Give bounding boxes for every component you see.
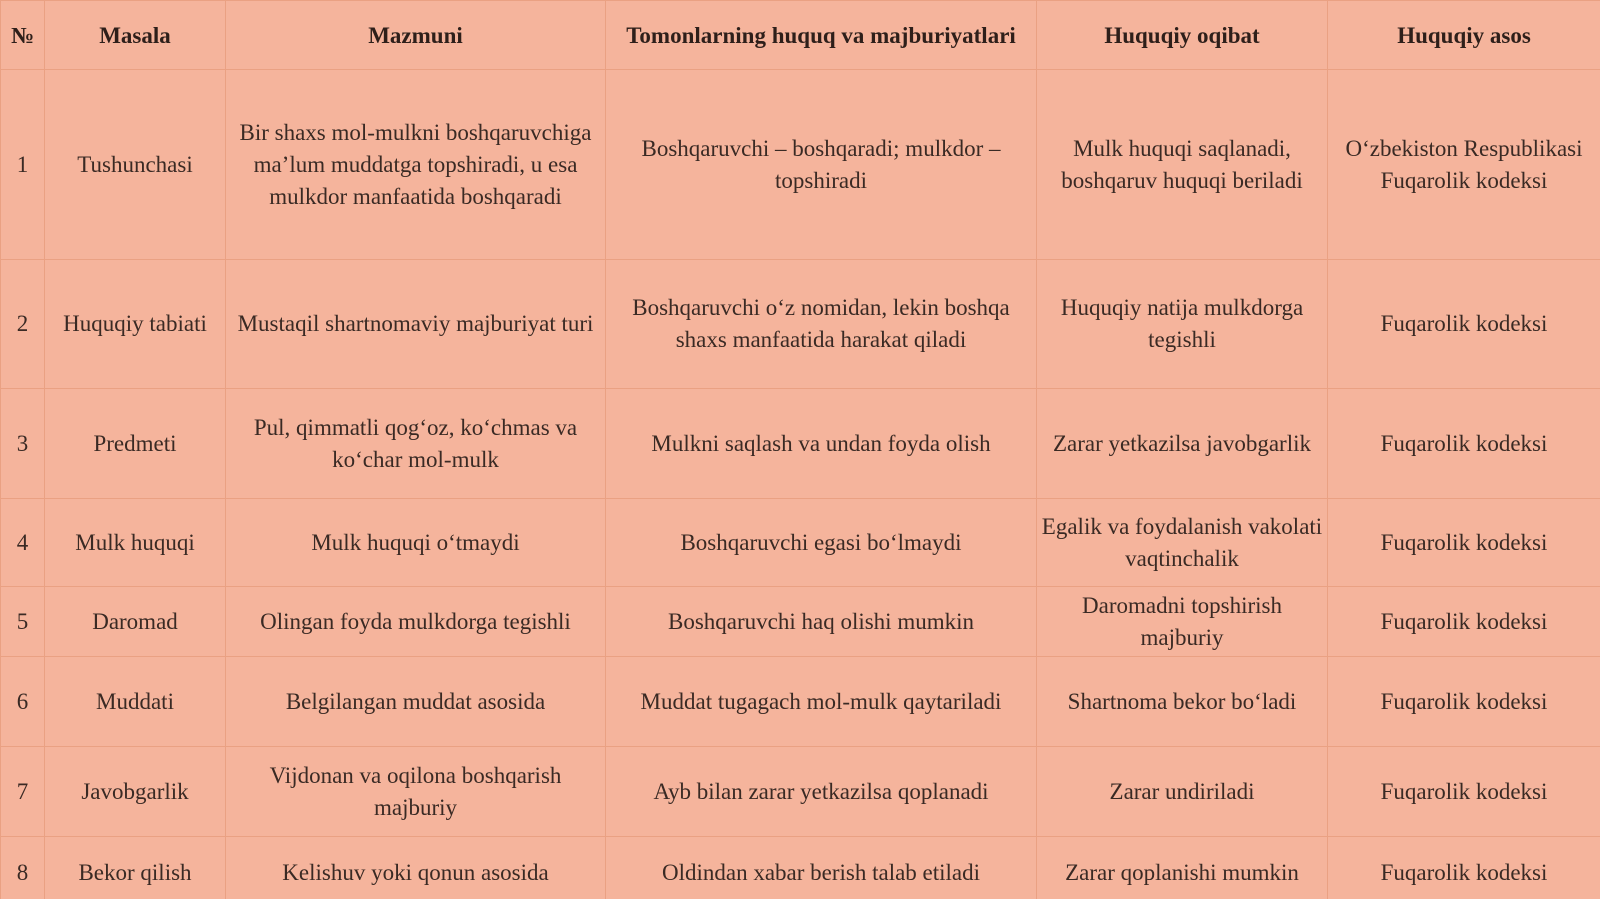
cell-mazmuni: Mulk huquqi o‘tmaydi xyxy=(226,499,606,587)
cell-masala: Tushunchasi xyxy=(45,70,226,260)
header-num: № xyxy=(1,1,45,70)
cell-num: 4 xyxy=(1,499,45,587)
cell-num: 2 xyxy=(1,260,45,389)
table-row xyxy=(1,747,1600,837)
cell-tomonlar: Muddat tugagach mol-mulk qaytariladi xyxy=(606,657,1037,747)
table-row xyxy=(1,499,1600,587)
cell-mazmuni: Bir shaxs mol-mulkni boshqaruvchiga ma’lum muddatga topshiradi, u esa mulkdor manfaatida boshqaradi xyxy=(226,70,606,260)
table-row xyxy=(1,260,1600,389)
cell-masala: Muddati xyxy=(45,657,226,747)
cell-oqibat: Daromadni topshirish majburiy xyxy=(1037,587,1328,657)
cell-asos: Fuqarolik kodeksi xyxy=(1328,657,1600,747)
cell-num: 1 xyxy=(1,70,45,260)
table-row xyxy=(1,837,1600,899)
header-tomonlar: Tomonlarning huquq va majburiyatlari xyxy=(606,1,1037,70)
cell-num: 8 xyxy=(1,837,45,899)
cell-tomonlar: Mulkni saqlash va undan foyda olish xyxy=(606,389,1037,499)
cell-mazmuni: Pul, qimmatli qog‘oz, ko‘chmas va ko‘char mol-mulk xyxy=(226,389,606,499)
cell-tomonlar: Boshqaruvchi – boshqaradi; mulkdor – topshiradi xyxy=(606,70,1037,260)
cell-mazmuni: Vijdonan va oqilona boshqarish majburiy xyxy=(226,747,606,837)
cell-num: 6 xyxy=(1,657,45,747)
cell-tomonlar: Boshqaruvchi o‘z nomidan, lekin boshqa shaxs manfaatida harakat qiladi xyxy=(606,260,1037,389)
table-header xyxy=(1,1,1600,70)
header-oqibat: Huquqiy oqibat xyxy=(1037,1,1328,70)
cell-mazmuni: Belgilangan muddat asosida xyxy=(226,657,606,747)
cell-masala: Mulk huquqi xyxy=(45,499,226,587)
header-masala: Masala xyxy=(45,1,226,70)
header-mazmuni: Mazmuni xyxy=(226,1,606,70)
cell-masala: Predmeti xyxy=(45,389,226,499)
cell-masala: Daromad xyxy=(45,587,226,657)
cell-asos: Fuqarolik kodeksi xyxy=(1328,499,1600,587)
cell-masala: Huquqiy tabiati xyxy=(45,260,226,389)
cell-oqibat: Shartnoma bekor bo‘ladi xyxy=(1037,657,1328,747)
table-row xyxy=(1,70,1600,260)
cell-mazmuni: Mustaqil shartnomaviy majburiyat turi xyxy=(226,260,606,389)
table-row xyxy=(1,587,1600,657)
cell-asos: O‘zbekiston Respublikasi Fuqarolik kodeksi xyxy=(1328,70,1600,260)
cell-asos: Fuqarolik kodeksi xyxy=(1328,260,1600,389)
cell-oqibat: Zarar yetkazilsa javobgarlik xyxy=(1037,389,1328,499)
cell-asos: Fuqarolik kodeksi xyxy=(1328,389,1600,499)
cell-num: 5 xyxy=(1,587,45,657)
cell-tomonlar: Ayb bilan zarar yetkazilsa qoplanadi xyxy=(606,747,1037,837)
cell-num: 3 xyxy=(1,389,45,499)
cell-oqibat: Zarar undiriladi xyxy=(1037,747,1328,837)
cell-asos: Fuqarolik kodeksi xyxy=(1328,837,1600,899)
cell-oqibat: Egalik va foydalanish vakolati vaqtinchalik xyxy=(1037,499,1328,587)
cell-num: 7 xyxy=(1,747,45,837)
cell-tomonlar: Oldindan xabar berish talab etiladi xyxy=(606,837,1037,899)
cell-oqibat: Huquqiy natija mulkdorga tegishli xyxy=(1037,260,1328,389)
cell-masala: Javobgarlik xyxy=(45,747,226,837)
header-asos: Huquqiy asos xyxy=(1328,1,1600,70)
cell-asos: Fuqarolik kodeksi xyxy=(1328,587,1600,657)
table-row xyxy=(1,657,1600,747)
cell-oqibat: Mulk huquqi saqlanadi, boshqaruv huquqi beriladi xyxy=(1037,70,1328,260)
cell-masala: Bekor qilish xyxy=(45,837,226,899)
cell-mazmuni: Olingan foyda mulkdorga tegishli xyxy=(226,587,606,657)
cell-asos: Fuqarolik kodeksi xyxy=(1328,747,1600,837)
header-row xyxy=(1,1,1600,70)
table-row xyxy=(1,389,1600,499)
cell-tomonlar: Boshqaruvchi haq olishi mumkin xyxy=(606,587,1037,657)
table-body xyxy=(1,70,1600,899)
cell-tomonlar: Boshqaruvchi egasi bo‘lmaydi xyxy=(606,499,1037,587)
cell-oqibat: Zarar qoplanishi mumkin xyxy=(1037,837,1328,899)
cell-mazmuni: Kelishuv yoki qonun asosida xyxy=(226,837,606,899)
